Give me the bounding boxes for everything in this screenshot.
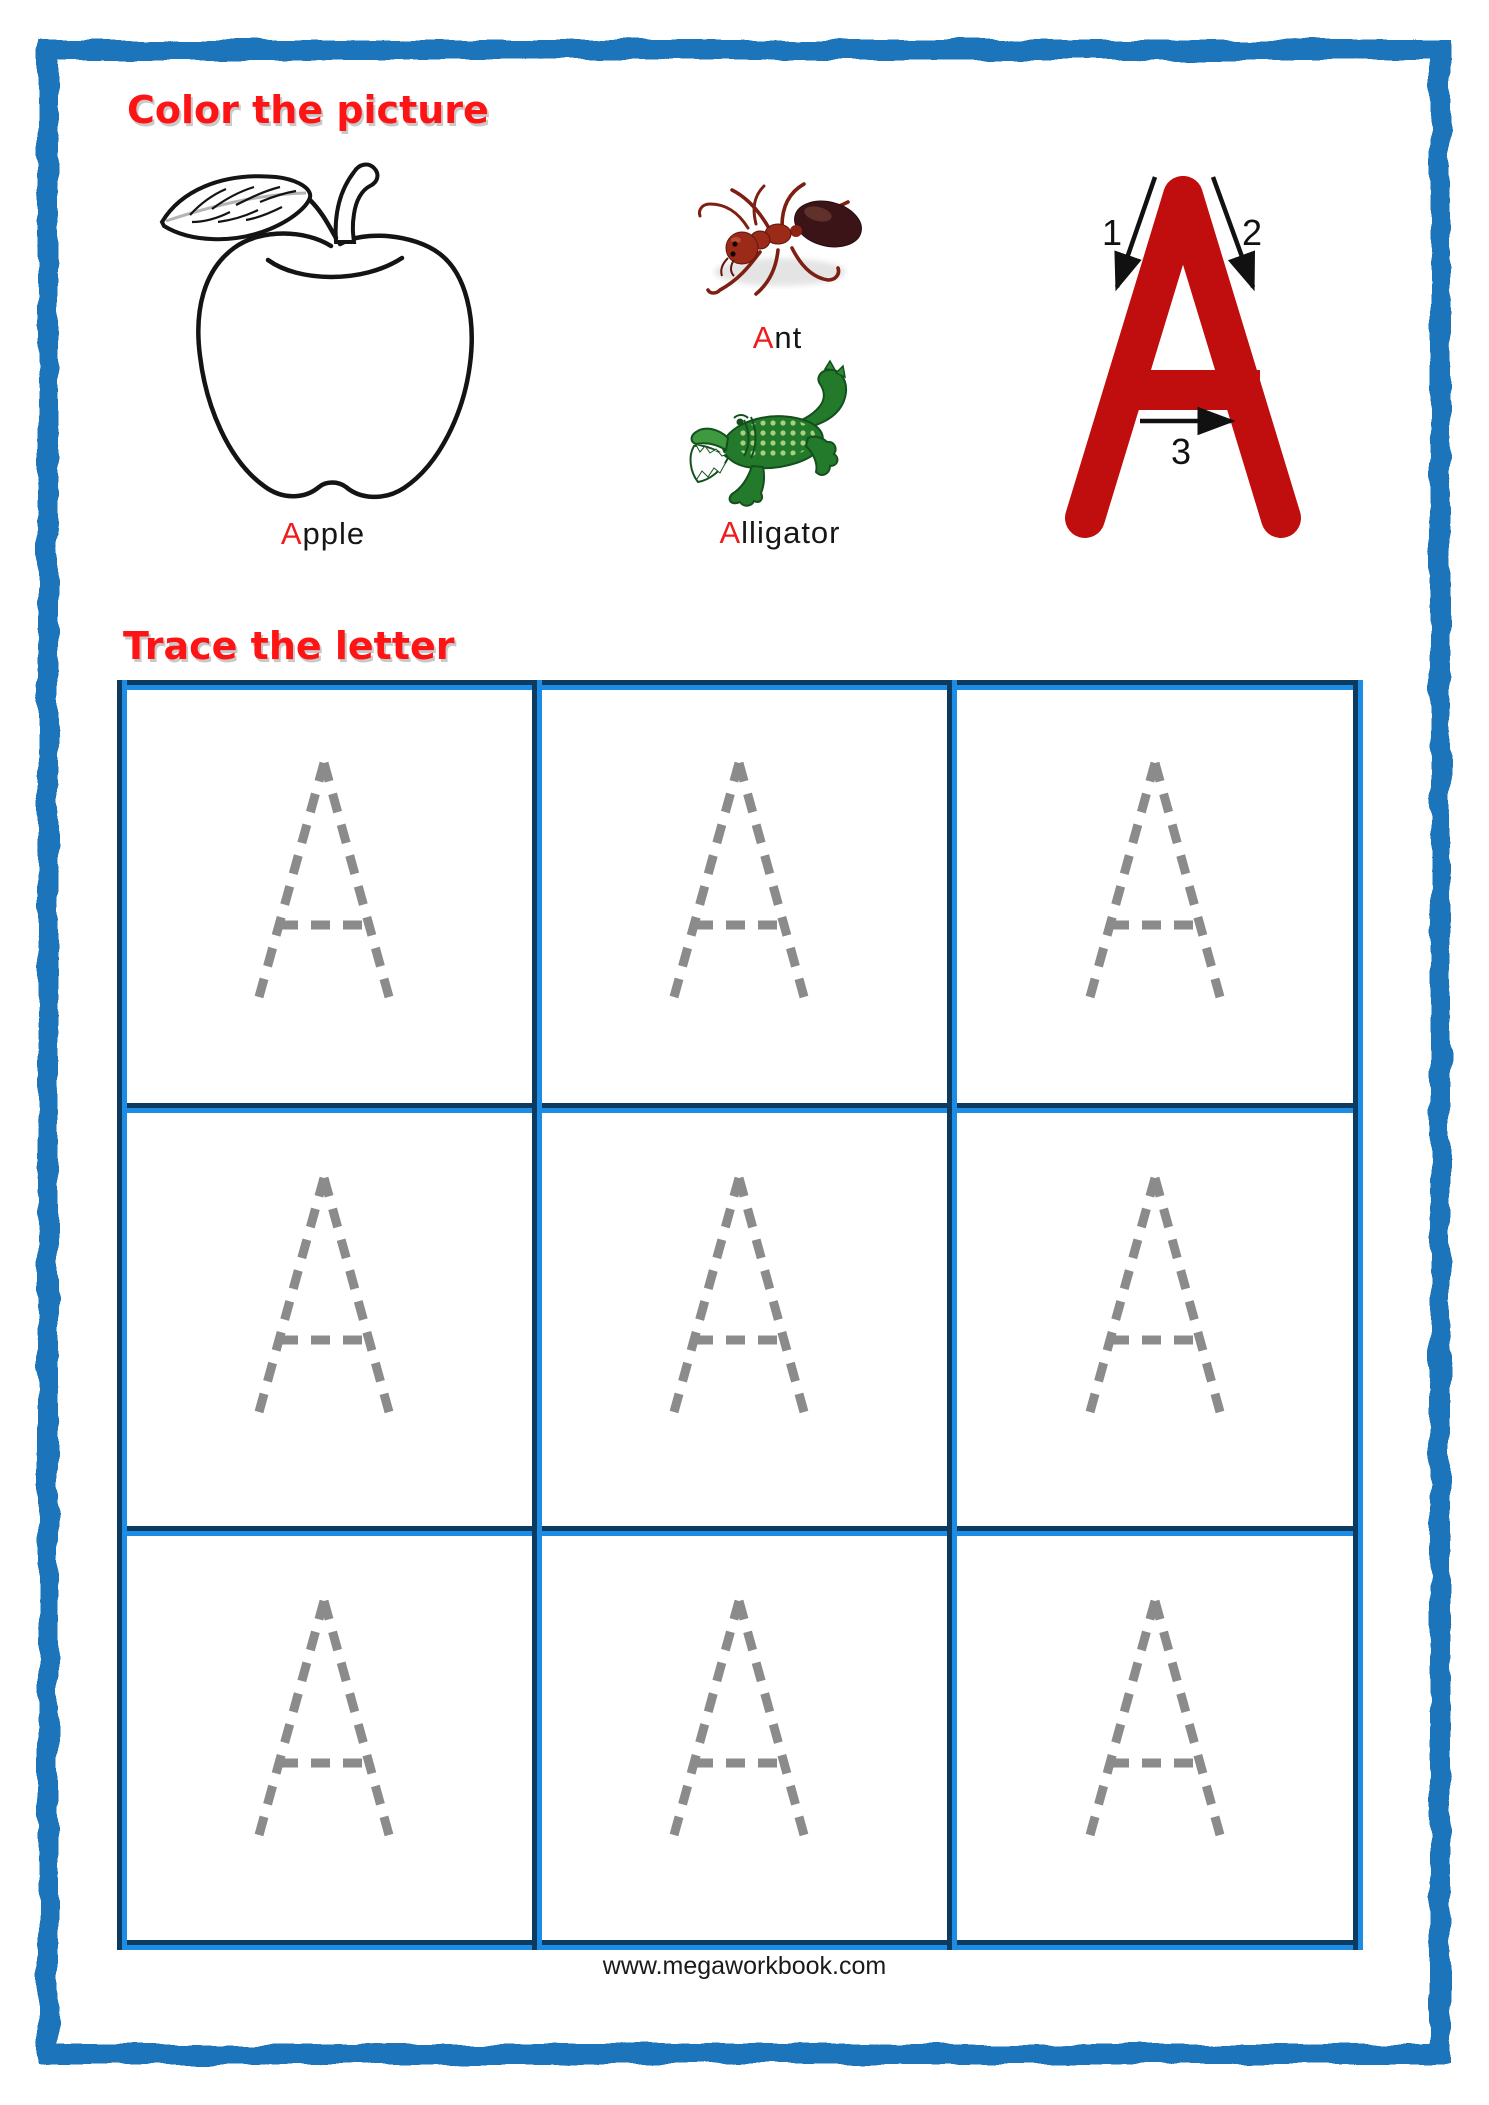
apple-initial-letter: A	[280, 516, 303, 551]
alligator-word-rest: lligator	[741, 515, 841, 550]
grid-line-horizontal	[117, 1940, 1363, 1950]
dashed-letter-a	[654, 755, 824, 1005]
dashed-letter-a	[239, 755, 409, 1005]
apple-coloring-image	[156, 160, 491, 510]
stroke-number-1: 1	[1101, 212, 1123, 253]
ant-image	[690, 168, 865, 308]
stroke-number-3: 3	[1170, 431, 1192, 472]
apple-word-label	[158, 516, 488, 552]
dashed-letter-a	[654, 1593, 824, 1843]
ant-initial-letter: A	[752, 320, 775, 355]
letter-a-right-stroke	[1183, 196, 1281, 518]
grid-line-vertical	[117, 680, 127, 1950]
ant-word-rest: nt	[774, 320, 803, 355]
grid-line-vertical	[1353, 680, 1363, 1950]
trace-letter-heading: Trace the letter	[123, 624, 455, 668]
color-picture-heading: Color the picture	[127, 88, 489, 132]
dashed-letter-a	[239, 1170, 409, 1420]
grid-line-horizontal	[117, 1526, 1363, 1536]
stroke-number-2: 2	[1241, 212, 1263, 253]
dashed-letter-a	[1070, 1593, 1240, 1843]
grid-line-horizontal	[117, 1103, 1363, 1113]
ant-word-label	[690, 320, 865, 356]
dashed-letter-a	[1070, 755, 1240, 1005]
grid-line-horizontal	[117, 680, 1363, 690]
alligator-word-label	[655, 515, 905, 551]
dashed-letter-a	[239, 1593, 409, 1843]
letter-a-stroke-diagram	[1048, 150, 1328, 570]
apple-word-rest: pple	[302, 516, 366, 551]
dashed-letter-a	[654, 1170, 824, 1420]
website-url: www.megaworkbook.com	[602, 1952, 887, 1980]
trace-grid	[117, 680, 1363, 1950]
alligator-image	[688, 358, 873, 510]
grid-line-vertical	[947, 680, 957, 1950]
alligator-initial-letter: A	[719, 515, 742, 550]
dashed-letter-a	[1070, 1170, 1240, 1420]
grid-line-vertical	[532, 680, 542, 1950]
